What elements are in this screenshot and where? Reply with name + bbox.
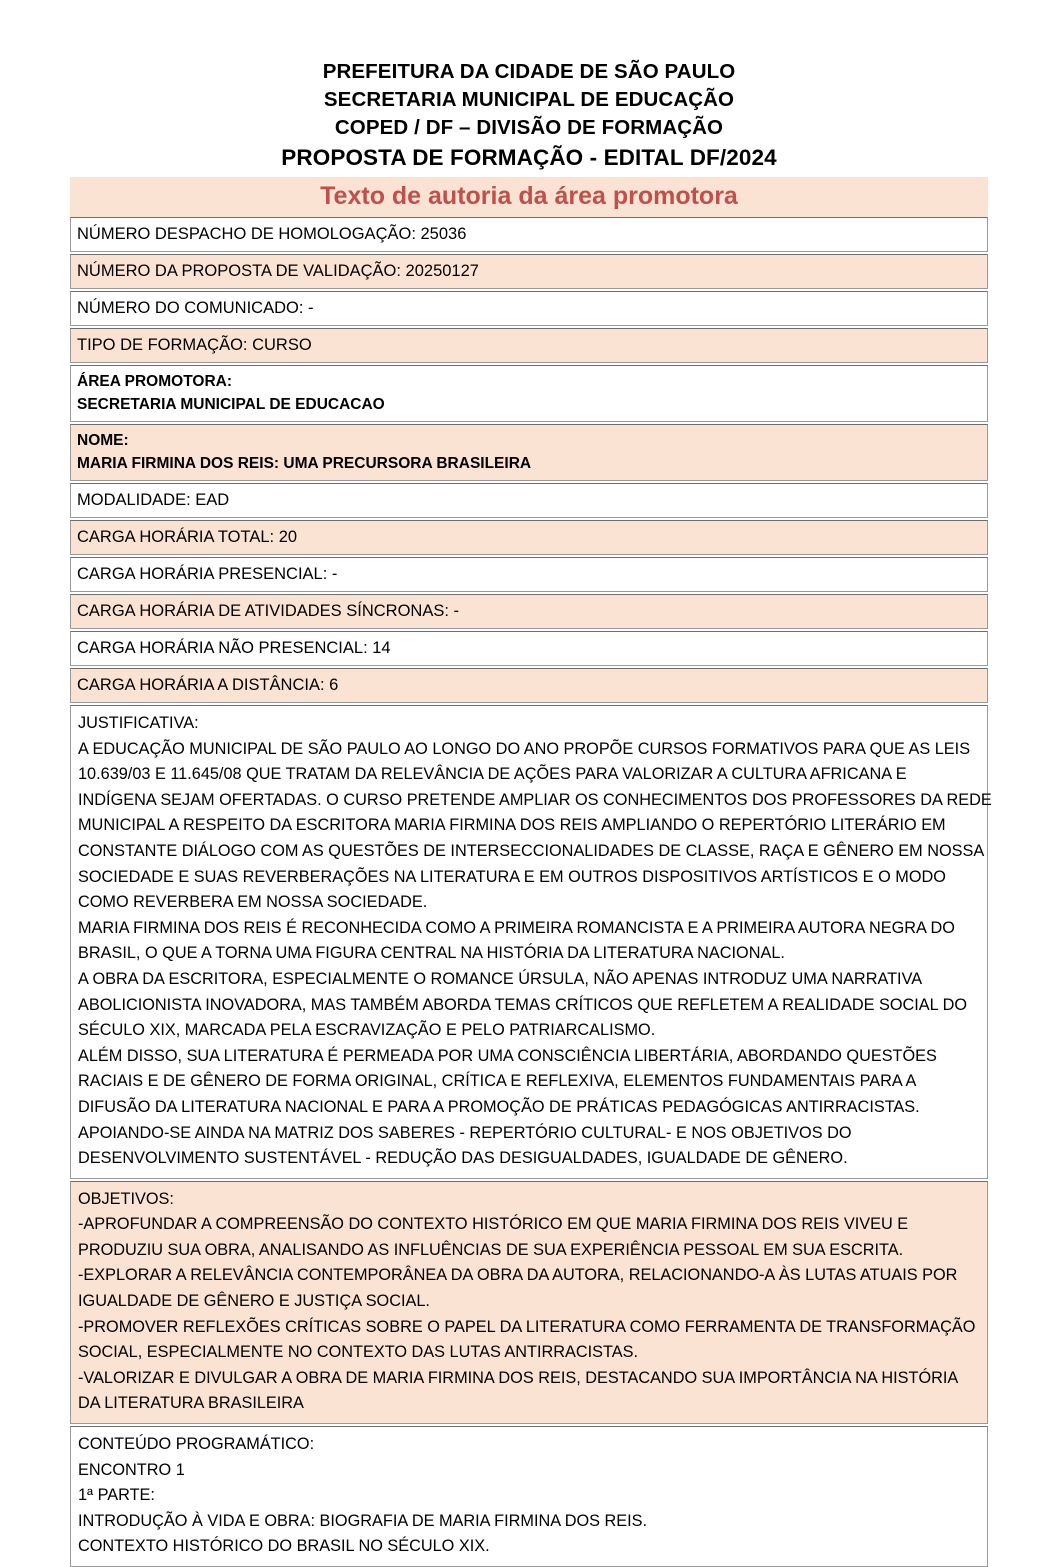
authorship-banner bbox=[70, 177, 988, 217]
objetivos-line: IGUALDADE DE GÊNERO E JUSTIÇA SOCIAL. bbox=[78, 1292, 430, 1311]
proposal-fields-table bbox=[70, 217, 992, 1567]
field-proposta-validacao-text: NÚMERO DA PROPOSTA DE VALIDAÇÃO: 20250127 bbox=[77, 262, 479, 280]
field-modalidade-text: MODALIDADE: EAD bbox=[77, 491, 230, 509]
field-area-promotora-label: ÁREA PROMOTORA: bbox=[77, 373, 232, 390]
field-carga-presencial-text: CARGA HORÁRIA PRESENCIAL: - bbox=[77, 565, 338, 583]
objetivos-label: OBJETIVOS: bbox=[78, 1189, 174, 1208]
header-line-proposta: PROPOSTA DE FORMAÇÃO - EDITAL DF/2024 bbox=[281, 145, 777, 170]
justificativa-line: DIFUSÃO DA LITERATURA NACIONAL E PARA A PROMOÇÃO DE PRÁTICAS PEDAGÓGICAS ANTIRRACISTAS. bbox=[78, 1097, 920, 1116]
field-despacho-homologacao bbox=[70, 217, 988, 252]
justificativa-line: A OBRA DA ESCRITORA, ESPECIALMENTE O ROMANCE ÚRSULA, NÃO APENAS INTRODUZ UMA NARRATIVA bbox=[78, 969, 923, 988]
justificativa-line: CONSTANTE DIÁLOGO COM AS QUESTÕES DE INTERSECCIONALIDADES DE CLASSE, RAÇA E GÊNERO EM NOSSA bbox=[78, 841, 985, 860]
field-tipo-formacao-text: TIPO DE FORMAÇÃO: CURSO bbox=[77, 336, 312, 354]
field-carga-total-text: CARGA HORÁRIA TOTAL: 20 bbox=[77, 528, 298, 546]
header-line-prefeitura: PREFEITURA DA CIDADE DE SÃO PAULO bbox=[322, 60, 736, 83]
document-header bbox=[0, 0, 1058, 173]
field-nome bbox=[70, 424, 988, 481]
field-carga-sincronas-text: CARGA HORÁRIA DE ATIVIDADES SÍNCRONAS: - bbox=[77, 602, 460, 620]
objetivos-line: DA LITERATURA BRASILEIRA bbox=[78, 1394, 304, 1413]
banner-title: Texto de autoria da área promotora bbox=[320, 182, 738, 210]
field-comunicado-text: NÚMERO DO COMUNICADO: - bbox=[77, 299, 314, 317]
field-modalidade bbox=[70, 483, 988, 518]
field-carga-total bbox=[70, 520, 988, 555]
objetivos-line: SOCIAL, ESPECIALMENTE NO CONTEXTO DAS LUTAS ANTIRRACISTAS. bbox=[78, 1343, 639, 1362]
justificativa-line: BRASIL, O QUE A TORNA UMA FIGURA CENTRAL NA HISTÓRIA DA LITERATURA NACIONAL. bbox=[78, 944, 785, 963]
field-proposta-validacao bbox=[70, 254, 988, 289]
field-carga-presencial bbox=[70, 557, 988, 592]
objetivos-line: -EXPLORAR A RELEVÂNCIA CONTEMPORÂNEA DA OBRA DA AUTORA, RELACIONANDO-A ÀS LUTAS ATUAIS POR bbox=[78, 1266, 958, 1285]
header-line-secretaria: SECRETARIA MUNICIPAL DE EDUCAÇÃO bbox=[323, 88, 735, 111]
field-despacho-homologacao-text: NÚMERO DESPACHO DE HOMOLOGAÇÃO: 25036 bbox=[77, 225, 467, 243]
objetivos-line: PRODUZIU SUA OBRA, ANALISANDO AS INFLUÊNCIAS DE SUA EXPERIÊNCIA PESSOAL EM SUA ESCRITA. bbox=[78, 1240, 904, 1259]
objetivos-line: -APROFUNDAR A COMPREENSÃO DO CONTEXTO HISTÓRICO EM QUE MARIA FIRMINA DOS REIS VIVEU E bbox=[78, 1215, 909, 1234]
objetivos-line: -PROMOVER REFLEXÕES CRÍTICAS SOBRE O PAPEL DA LITERATURA COMO FERRAMENTA DE TRANSFORMAÇÃO bbox=[78, 1317, 976, 1336]
field-carga-sincronas bbox=[70, 594, 988, 629]
justificativa-line: DESENVOLVIMENTO SUSTENTÁVEL - REDUÇÃO DAS DESIGUALDADES, IGUALDADE DE GÊNERO. bbox=[78, 1149, 848, 1168]
conteudo-line: 1ª PARTE: bbox=[78, 1486, 155, 1505]
justificativa-line: SÉCULO XIX, MARCADA PELA ESCRAVIZAÇÃO E PELO PATRIARCALISMO. bbox=[78, 1021, 656, 1040]
justificativa-line: MUNICIPAL A RESPEITO DA ESCRITORA MARIA FIRMINA DOS REIS AMPLIANDO O REPERTÓRIO LITERÁRIO EM bbox=[78, 816, 946, 835]
justificativa-line: MARIA FIRMINA DOS REIS É RECONHECIDA COMO A PRIMEIRA ROMANCISTA E A PRIMEIRA AUTORA NEGRA DO bbox=[78, 918, 955, 937]
conteudo-line: INTRODUÇÃO À VIDA E OBRA: BIOGRAFIA DE MARIA FIRMINA DOS REIS. bbox=[78, 1511, 648, 1530]
field-area-promotora-value: SECRETARIA MUNICIPAL DE EDUCACAO bbox=[77, 396, 385, 413]
field-comunicado bbox=[70, 291, 988, 326]
objetivos-line: -VALORIZAR E DIVULGAR A OBRA DE MARIA FIRMINA DOS REIS, DESTACANDO SUA IMPORTÂNCIA NA HISTÓRIA bbox=[78, 1368, 959, 1387]
header-line-coped: COPED / DF – DIVISÃO DE FORMAÇÃO bbox=[334, 116, 724, 139]
field-carga-nao-presencial-text: CARGA HORÁRIA NÃO PRESENCIAL: 14 bbox=[77, 639, 391, 657]
justificativa-line: INDÍGENA SEJAM OFERTADAS. O CURSO PRETENDE AMPLIAR OS CONHECIMENTOS DOS PROFESSORES DA REDE bbox=[78, 790, 992, 809]
field-carga-nao-presencial bbox=[70, 631, 988, 666]
justificativa-line: A EDUCAÇÃO MUNICIPAL DE SÃO PAULO AO LONGO DO ANO PROPÕE CURSOS FORMATIVOS PARA QUE AS LEIS bbox=[78, 739, 971, 758]
justificativa-line: APOIANDO-SE AINDA NA MATRIZ DOS SABERES - REPERTÓRIO CULTURAL- E NOS OBJETIVOS DO bbox=[78, 1123, 852, 1142]
field-area-promotora bbox=[70, 365, 988, 422]
field-nome-label: NOME: bbox=[77, 432, 129, 449]
field-carga-distancia-text: CARGA HORÁRIA A DISTÂNCIA: 6 bbox=[77, 676, 339, 694]
section-justificativa bbox=[70, 705, 992, 1179]
section-objetivos bbox=[70, 1181, 988, 1424]
justificativa-line: 10.639/03 E 11.645/08 QUE TRATAM DA RELEVÂNCIA DE AÇÕES PARA VALORIZAR A CULTURA AFRICANA E bbox=[78, 765, 907, 784]
conteudo-line: ENCONTRO 1 bbox=[78, 1460, 185, 1479]
justificativa-line: ALÉM DISSO, SUA LITERATURA É PERMEADA POR UMA CONSCIÊNCIA LIBERTÁRIA, ABORDANDO QUESTÕES bbox=[78, 1046, 937, 1065]
justificativa-label: JUSTIFICATIVA: bbox=[78, 714, 199, 732]
conteudo-label: CONTEÚDO PROGRAMÁTICO: bbox=[78, 1435, 315, 1454]
justificativa-line: RACIAIS E DE GÊNERO DE FORMA ORIGINAL, CRÍTICA E REFLEXIVA, ELEMENTOS FUNDAMENTAIS PARA A bbox=[78, 1072, 917, 1091]
justificativa-line: SOCIEDADE E SUAS REVERBERAÇÕES NA LITERATURA E EM OUTROS DISPOSITIVOS ARTÍSTICOS E O MODO bbox=[78, 867, 946, 886]
field-nome-value: MARIA FIRMINA DOS REIS: UMA PRECURSORA BRASILEIRA bbox=[77, 455, 532, 472]
justificativa-line: COMO REVERBERA EM NOSSA SOCIEDADE. bbox=[78, 893, 428, 912]
field-tipo-formacao bbox=[70, 328, 988, 363]
justificativa-line: ABOLICIONISTA INOVADORA, MAS TAMBÉM ABORDA TEMAS CRÍTICOS QUE REFLETEM A REALIDADE SOCIAL DO bbox=[78, 995, 968, 1014]
field-carga-distancia bbox=[70, 668, 988, 703]
conteudo-line: CONTEXTO HISTÓRICO DO BRASIL NO SÉCULO XIX. bbox=[78, 1537, 490, 1556]
